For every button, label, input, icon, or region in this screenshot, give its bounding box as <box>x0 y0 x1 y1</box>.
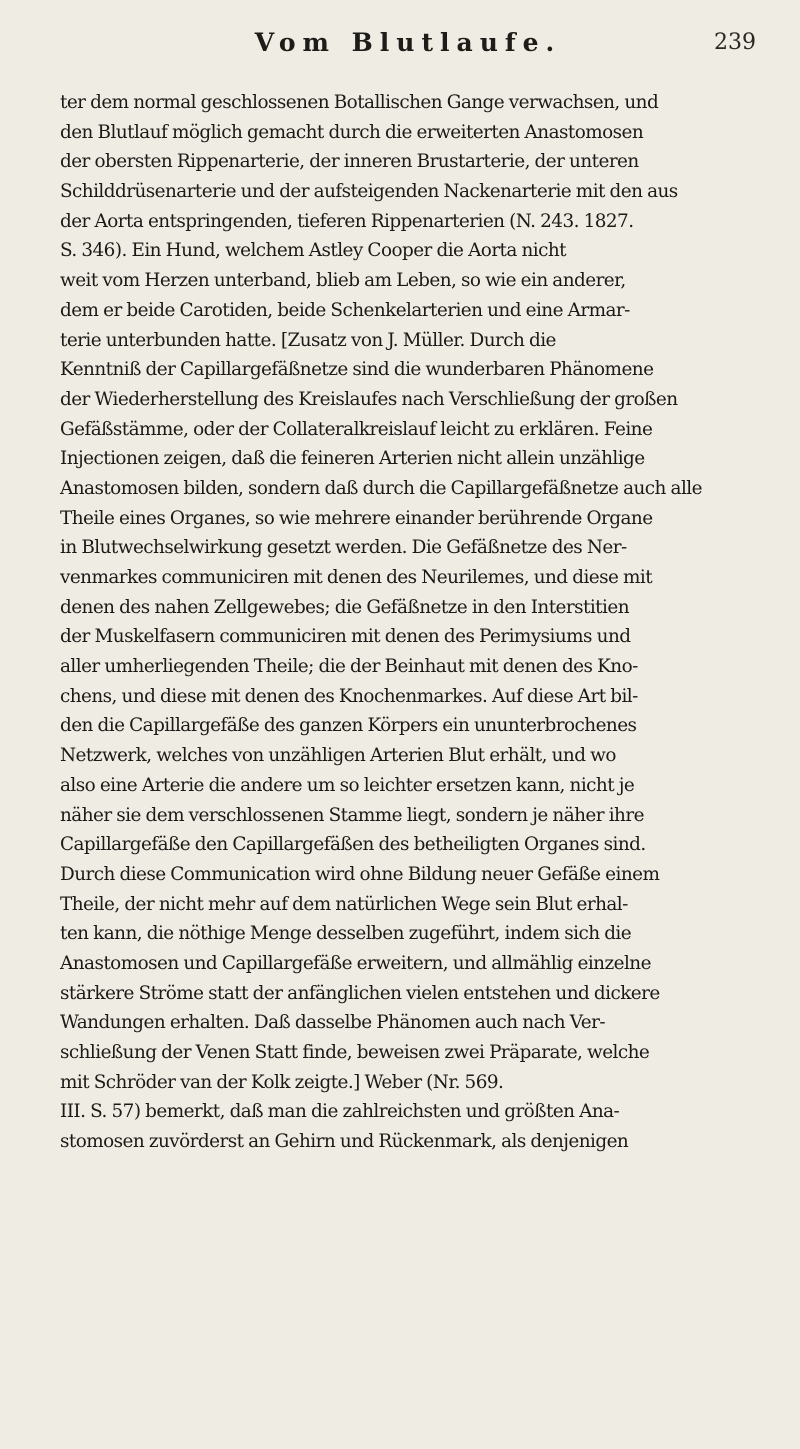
text-line: ten kann, die nöthige Menge desselben zugeführt, indem sich die <box>60 923 632 945</box>
text-line: stärkere Ströme statt der anfänglichen vielen entstehen und dickere <box>60 982 660 1004</box>
text-line: Injectionen zeigen, daß die feineren Arterien nicht allein unzählige <box>60 448 645 470</box>
text-line: der Wiederherstellung des Kreislaufes nach Verschließung der großen <box>60 388 678 410</box>
text-line: Gefäßstämme, oder der Collateralkreislauf leicht zu erklären. Feine <box>60 418 653 440</box>
text-line: den Blutlauf möglich gemacht durch die erweiterten Anastomosen <box>60 121 644 143</box>
text-line: Anastomosen bilden, sondern daß durch die Capillargefäßnetze auch alle <box>60 477 702 499</box>
text-line: also eine Arterie die andere um so leichter ersetzen kann, nicht je <box>60 774 635 796</box>
text-line: Durch diese Communication wird ohne Bildung neuer Gefäße einem <box>60 863 660 885</box>
body-text <box>60 88 756 1157</box>
text-line: denen des nahen Zellgewebes; die Gefäßnetze in den Interstitien <box>60 596 629 618</box>
text-line: venmarkes communiciren mit denen des Neurilemes, und diese mit <box>60 567 653 588</box>
text-line: Anastomosen und Capillargefäße erweitern, und allmählig einzelne <box>60 952 651 974</box>
text-line: näher sie dem verschlossenen Stamme liegt, sondern je näher ihre <box>60 804 644 826</box>
running-title: Vom Blutlaufe. <box>254 28 562 57</box>
text-line: in Blutwechselwirkung gesetzt werden. Die Gefäßnetze des Ner- <box>60 537 627 559</box>
text-line: der obersten Rippenarterie, der inneren Brustarterie, der unteren <box>60 151 639 173</box>
text-line: III. S. 57) bemerkt, daß man die zahlreichsten und größten Ana- <box>60 1101 620 1123</box>
text-line: der Aorta entspringenden, tieferen Rippenarterien (N. 243. 1827. <box>60 210 634 232</box>
text-line: dem er beide Carotiden, beide Schenkelarterien und eine Armar- <box>60 299 630 321</box>
text-line: ter dem normal geschlossenen Botallischen Gange verwachsen, und <box>60 92 659 113</box>
text-line: Theile, der nicht mehr auf dem natürlichen Wege sein Blut erhal- <box>60 893 628 915</box>
text-line: terie unterbunden hatte. [Zusatz von J. Müller. Durch die <box>60 329 556 351</box>
text-line: Netzwerk, welches von unzähligen Arterien Blut erhält, und wo <box>60 745 616 767</box>
text-line: Capillargefäße den Capillargefäßen des betheiligten Organes sind. <box>60 834 646 856</box>
running-head <box>60 18 756 74</box>
page-number: 239 <box>714 30 756 55</box>
text-line: aller umherliegenden Theile; die der Beinhaut mit denen des Kno- <box>60 656 638 678</box>
text-line: chens, und diese mit denen des Knochenmarkes. Auf diese Art bil- <box>60 685 638 707</box>
text-line: Kenntniß der Capillargefäßnetze sind die wunderbaren Phänomene <box>60 359 654 381</box>
text-line: stomosen zuvörderst an Gehirn und Rückenmark, als denjenigen <box>60 1131 629 1153</box>
text-line: Schilddrüsenarterie und der aufsteigenden Nackenarterie mit den aus <box>60 181 678 203</box>
text-line: mit Schröder van der Kolk zeigte.] Weber (Nr. 569. <box>60 1071 504 1093</box>
text-line: der Muskelfasern communiciren mit denen des Perimysiums und <box>60 626 631 648</box>
text-line: Theile eines Organes, so wie mehrere einander berührende Organe <box>60 507 653 529</box>
text-line: den die Capillargefäße des ganzen Körpers ein ununterbrochenes <box>60 715 637 737</box>
text-line: schließung der Venen Statt finde, beweisen zwei Präparate, welche <box>60 1042 650 1063</box>
text-line: S. 346). Ein Hund, welchem Astley Cooper die Aorta nicht <box>60 240 567 262</box>
text-line: weit vom Herzen unterband, blieb am Leben, so wie ein anderer, <box>60 270 626 292</box>
text-line: Wandungen erhalten. Daß dasselbe Phänomen auch nach Ver- <box>60 1012 606 1034</box>
